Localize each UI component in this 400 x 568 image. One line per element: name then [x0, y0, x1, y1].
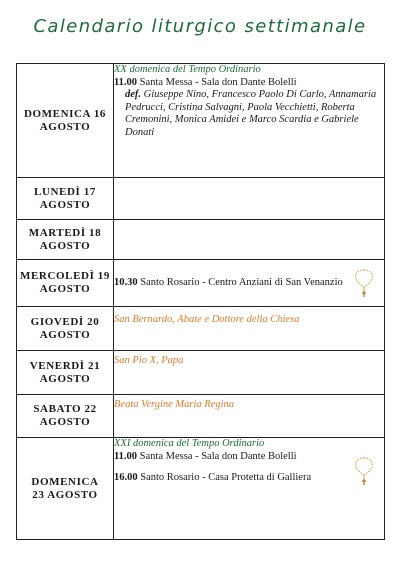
month-label: AGOSTO: [39, 416, 91, 428]
feast-title: XXI domenica del Tempo Ordinario: [114, 438, 265, 449]
day-label: GIOVEDÌ 20: [30, 315, 100, 328]
event-text: Santa Messa - Sala don Dante Bolelli: [139, 76, 297, 88]
event-text: Santo Rosario - Centro Anziani di San Venanzio: [140, 276, 343, 288]
rosary-icon: [352, 454, 376, 486]
month-label: AGOSTO: [39, 372, 91, 385]
month-label: AGOSTO: [39, 239, 91, 252]
calendar-row-thursday-20: [17, 307, 385, 351]
feast-title: San Pio X, Papa: [114, 355, 184, 366]
day-cell: [17, 307, 114, 351]
day-label: SABATO 22: [33, 403, 97, 415]
deceased-names: Giuseppe Nino, Francesco Paolo Di Carlo, Annamaria Pedrucci, Cristina Salvagni, Paola Vecchietti, Roberta Cremonini, Monica Amidei e Marco Scardia e Gabriele Donati: [125, 89, 377, 138]
event-line: [114, 77, 384, 90]
day-cell: [17, 260, 114, 307]
day-label: DOMENICA: [31, 475, 99, 488]
event-time: 11.00: [114, 450, 138, 462]
day-cell: [17, 220, 114, 260]
month-label: 23 AGOSTO: [32, 488, 98, 501]
day-label: MARTEDÌ 18: [28, 226, 102, 239]
events-cell: [114, 178, 385, 220]
event-line: [114, 451, 384, 464]
event-text: Santo Rosario - Casa Protetta di Galliera: [140, 472, 312, 483]
feast-title: San Bernardo, Abate e Dottore della Chiesa: [114, 314, 300, 325]
month-label: AGOSTO: [39, 198, 91, 211]
day-cell: [17, 395, 114, 438]
calendar-row-friday-21: [17, 351, 385, 395]
deceased-list: [114, 89, 384, 139]
events-cell: [114, 64, 385, 178]
events-cell: [114, 220, 385, 260]
feast-title: Beata Vergine Maria Regina: [114, 399, 235, 410]
feast-title: XX domenica del Tempo Ordinario: [114, 64, 261, 75]
events-cell: [114, 395, 385, 438]
day-cell: [17, 178, 114, 220]
month-label: AGOSTO: [39, 283, 91, 295]
events-cell: [114, 438, 385, 540]
month-label: AGOSTO: [39, 328, 91, 341]
events-cell: [114, 260, 385, 307]
day-cell: [17, 351, 114, 395]
page-title: Calendario liturgico settimanale: [33, 16, 367, 37]
calendar-row-wednesday-19: [17, 260, 385, 307]
events-cell: [114, 307, 385, 351]
weekly-calendar-table: [16, 63, 385, 540]
rosary-icon: [352, 266, 376, 298]
day-label: DOMENICA 16: [23, 107, 107, 120]
calendar-row-tuesday-18: [17, 220, 385, 260]
day-label: VENERDÌ 21: [29, 359, 101, 372]
event-line: [114, 277, 384, 290]
calendar-row-sunday-16: [17, 64, 385, 178]
calendar-row-monday-17: [17, 178, 385, 220]
event-line: [114, 472, 384, 485]
day-cell: [17, 64, 114, 178]
calendar-row-saturday-22: [17, 395, 385, 438]
day-label: LUNEDÌ 17: [34, 185, 96, 198]
event-time: 11.00: [114, 76, 138, 88]
month-label: AGOSTO: [39, 120, 91, 133]
event-text: Santa Messa - Sala don Dante Bolelli: [139, 450, 297, 462]
day-label: MERCOLEDÌ 19: [19, 270, 110, 282]
day-cell: [17, 438, 114, 540]
calendar-row-sunday-23: [17, 438, 385, 540]
event-time: 16.00: [114, 472, 138, 483]
event-time: 10.30: [114, 276, 138, 288]
deceased-label: def.: [125, 89, 142, 100]
events-cell: [114, 351, 385, 395]
